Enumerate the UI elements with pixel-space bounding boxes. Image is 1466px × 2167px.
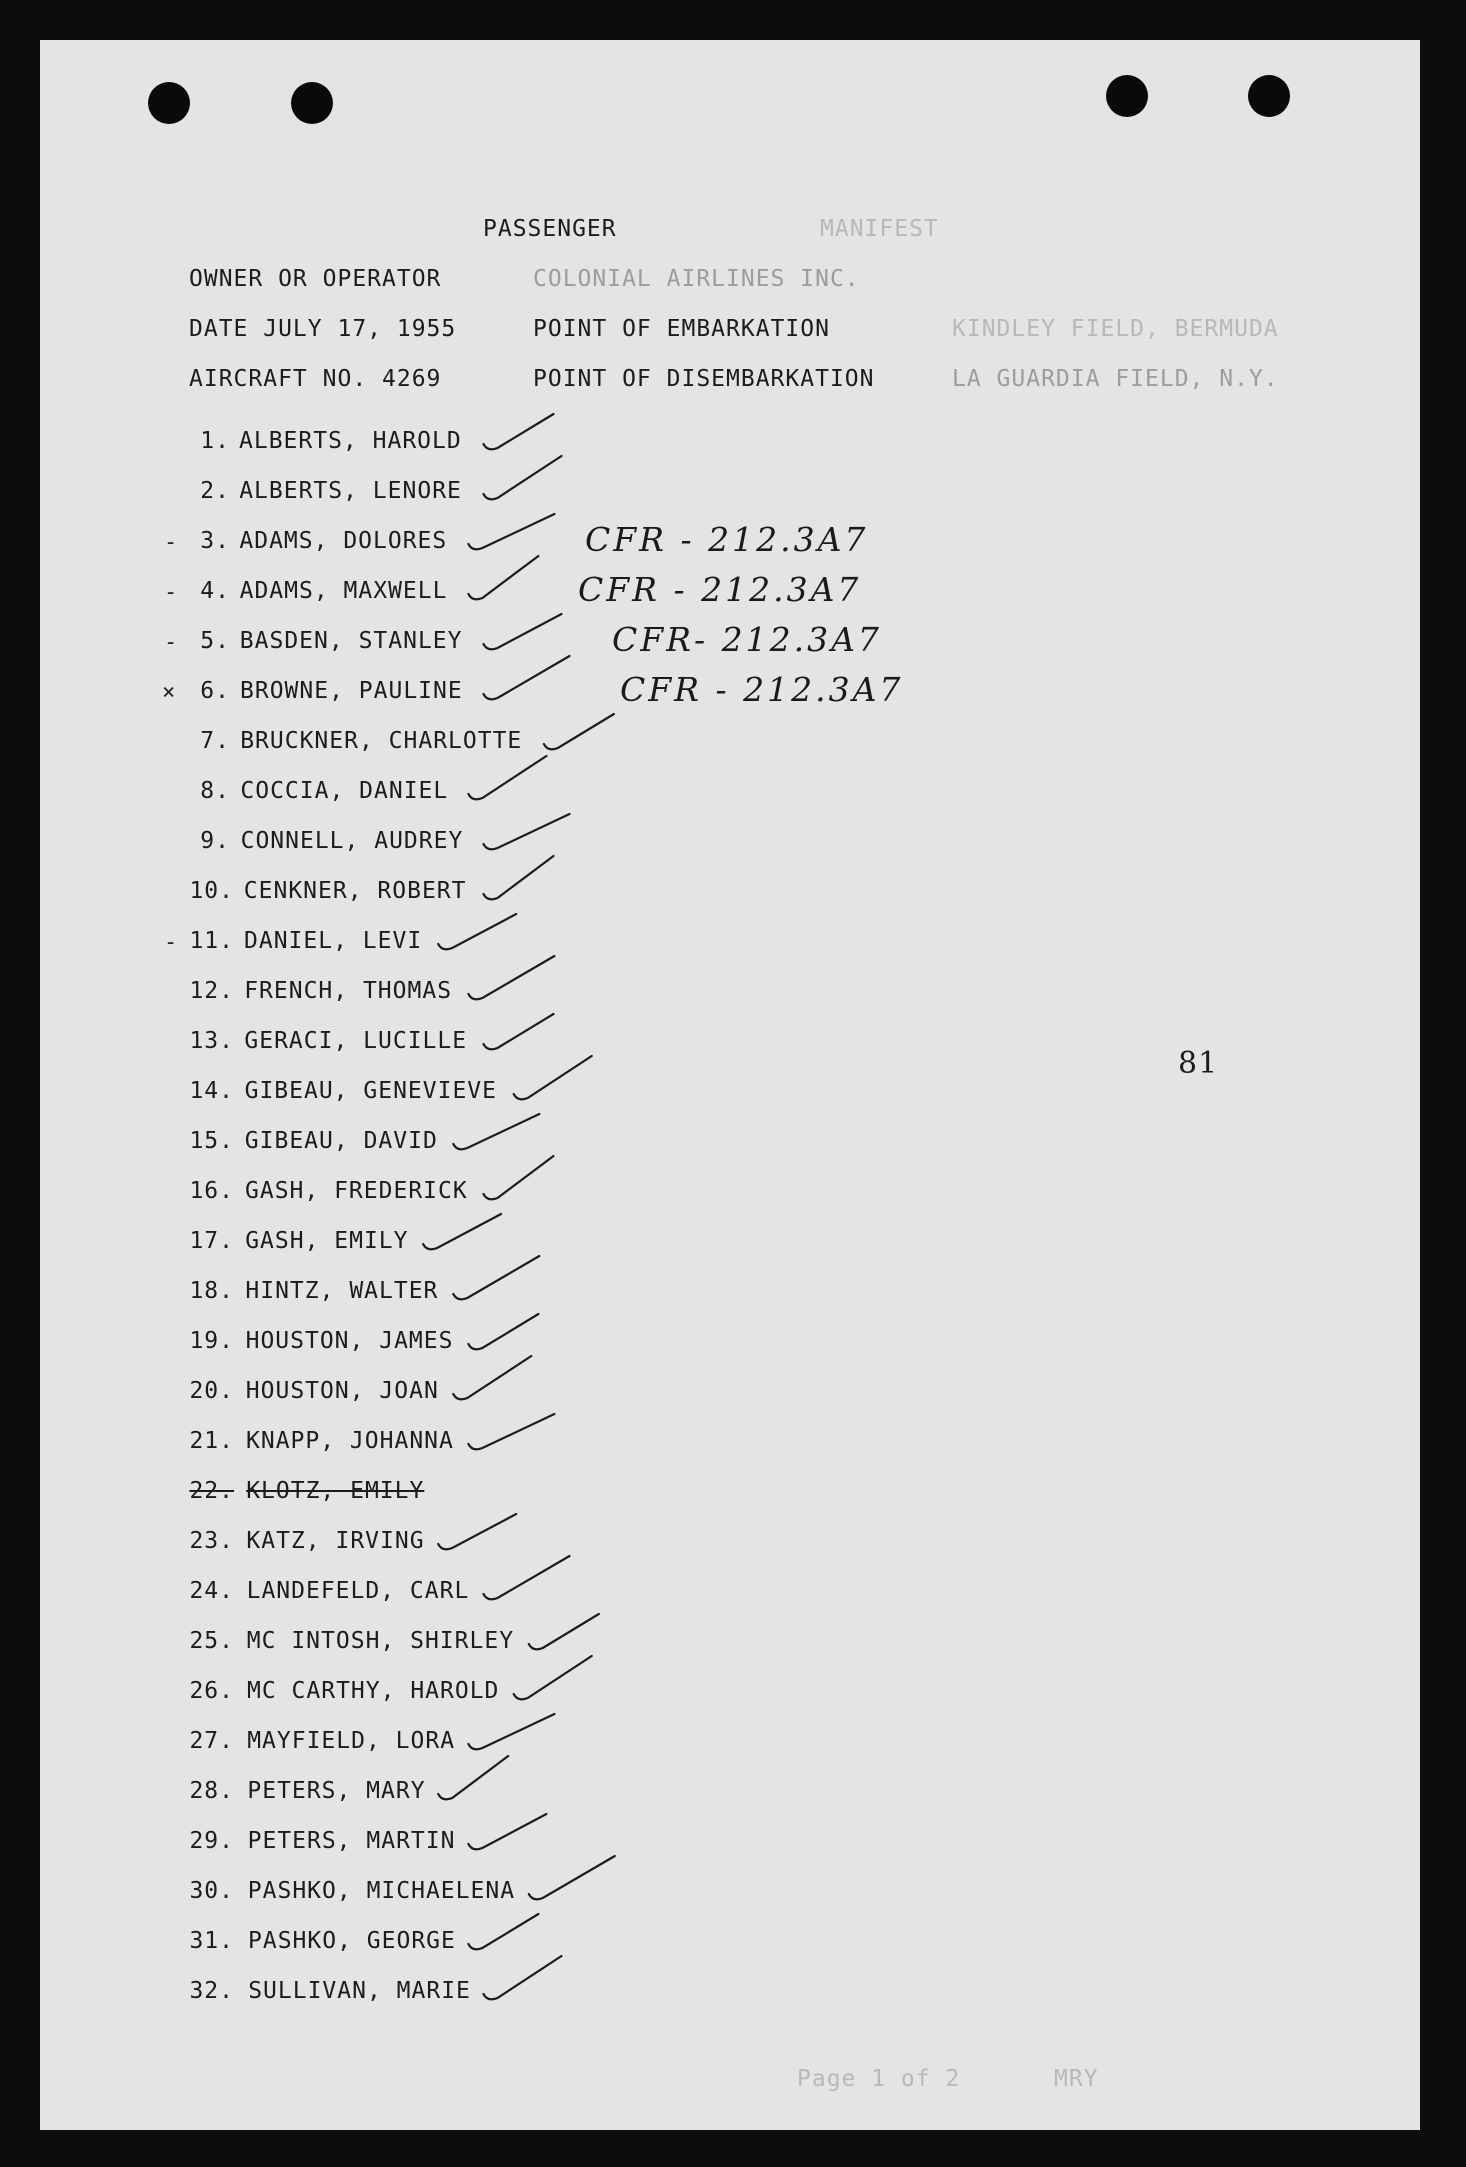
passenger-name: BRUCKNER, CHARLOTTE	[240, 728, 523, 754]
passenger-name: ALBERTS, LENORE	[239, 478, 462, 504]
passenger-number: 6.	[200, 678, 230, 704]
passenger-number: 4.	[200, 578, 230, 604]
handwritten-dash-mark: -	[164, 930, 178, 955]
passenger-number: 22.	[189, 1478, 234, 1504]
passenger-number: 28.	[189, 1778, 234, 1804]
passenger-name: BROWNE, PAULINE	[240, 678, 463, 704]
check-mark	[453, 1114, 539, 1149]
manifest-title-faded: MANIFEST	[820, 216, 939, 242]
check-mark	[484, 856, 554, 899]
passenger-name: FRENCH, THOMAS	[244, 978, 453, 1004]
passenger-number: 23.	[189, 1528, 234, 1554]
passenger-number: 31.	[189, 1928, 234, 1954]
handwritten-cfr-note: CFR - 212.3A7	[620, 670, 904, 709]
passenger-name: HOUSTON, JOAN	[245, 1378, 439, 1404]
passenger-number: 16.	[189, 1178, 234, 1204]
passenger-number: 21.	[189, 1428, 234, 1454]
passenger-name: MC INTOSH, SHIRLEY	[246, 1628, 515, 1654]
passenger-name: COCCIA, DANIEL	[240, 778, 449, 804]
check-mark	[438, 1756, 508, 1799]
passenger-number: 18.	[189, 1278, 234, 1304]
passenger-number: 1.	[200, 428, 230, 454]
disembarkation-label: POINT OF DISEMBARKATION	[533, 366, 875, 392]
check-mark	[468, 1814, 546, 1849]
check-mark	[438, 914, 516, 949]
passenger-name: KATZ, IRVING	[246, 1528, 425, 1554]
passenger-name: PASHKO, GEORGE	[248, 1928, 456, 1954]
check-mark	[468, 1414, 554, 1449]
date-label: DATE JULY 17, 1955	[189, 316, 457, 342]
check-mark	[484, 814, 570, 849]
passenger-number: 2.	[200, 478, 230, 504]
handwritten-x-mark: ×	[162, 680, 176, 705]
check-mark	[468, 1914, 538, 1949]
passenger-number: 17.	[189, 1228, 234, 1254]
handwritten-cfr-note: CFR - 212.3A7	[578, 570, 862, 609]
passenger-number: 12.	[189, 978, 234, 1004]
check-mark	[453, 1256, 539, 1299]
check-mark	[453, 1356, 531, 1399]
passenger-name: HOUSTON, JAMES	[245, 1328, 454, 1354]
passenger-name: MC CARTHY, HAROLD	[247, 1678, 500, 1704]
passenger-name: GASH, EMILY	[245, 1228, 409, 1254]
check-mark	[514, 1656, 592, 1699]
check-mark	[484, 414, 554, 449]
passenger-name: ADAMS, MAXWELL	[239, 578, 448, 604]
handwritten-dash-mark: -	[164, 530, 178, 555]
handwritten-dash-mark: -	[164, 630, 178, 655]
passenger-name: DANIEL, LEVI	[244, 928, 423, 954]
passenger-name: CONNELL, AUDREY	[240, 828, 464, 854]
embarkation-label: POINT OF EMBARKATION	[533, 316, 830, 342]
passenger-name: BASDEN, STANLEY	[239, 628, 463, 654]
passenger-number: 10.	[189, 878, 234, 904]
passenger-name: KNAPP, JOHANNA	[246, 1428, 454, 1454]
passenger-name: PETERS, MARTIN	[247, 1828, 456, 1854]
check-mark	[484, 1014, 554, 1049]
passenger-name: HINTZ, WALTER	[245, 1278, 439, 1304]
passenger-number: 13.	[189, 1028, 234, 1054]
passenger-name: GASH, FREDERICK	[245, 1178, 468, 1204]
handwritten-dash-mark: -	[164, 580, 178, 605]
passenger-name: PASHKO, MICHAELENA	[247, 1878, 516, 1904]
check-mark	[468, 1314, 538, 1349]
manifest-title: PASSENGER	[483, 216, 617, 242]
handwritten-cfr-note: CFR - 212.3A7	[585, 520, 869, 559]
check-mark	[484, 1556, 570, 1599]
check-mark	[468, 956, 554, 999]
check-mark	[484, 456, 562, 499]
passenger-name: GIBEAU, GENEVIEVE	[244, 1078, 497, 1104]
passenger-number: 8.	[200, 778, 230, 804]
passenger-number: 26.	[189, 1678, 234, 1704]
passenger-number: 32.	[189, 1978, 234, 2004]
check-mark	[468, 756, 546, 799]
aircraft-label: AIRCRAFT NO. 4269	[189, 366, 442, 392]
check-mark	[484, 614, 562, 649]
passenger-name: ADAMS, DOLORES	[239, 528, 448, 554]
embarkation-value: KINDLEY FIELD, BERMUDA	[952, 316, 1279, 342]
check-mark	[438, 1514, 516, 1549]
passenger-name: CENKNER, ROBERT	[243, 878, 467, 904]
passenger-number: 30.	[189, 1878, 234, 1904]
passenger-number: 5.	[200, 628, 230, 654]
check-mark	[529, 1856, 615, 1899]
passenger-number: 14.	[189, 1078, 234, 1104]
passenger-number: 7.	[200, 728, 230, 754]
check-mark	[468, 556, 538, 599]
check-mark	[423, 1214, 501, 1249]
side-page-number: 81	[1178, 1046, 1219, 1081]
disembarkation-value: LA GUARDIA FIELD, N.Y.	[952, 366, 1279, 392]
passenger-number: 25.	[189, 1628, 234, 1654]
passenger-number: 9.	[200, 828, 230, 854]
owner-value: COLONIAL AIRLINES INC.	[533, 266, 860, 292]
owner-label: OWNER OR OPERATOR	[189, 266, 442, 292]
passenger-number: 24.	[189, 1578, 234, 1604]
check-mark	[484, 1956, 562, 1999]
check-mark	[484, 1156, 554, 1199]
passenger-name: MAYFIELD, LORA	[247, 1728, 456, 1754]
passenger-name: PETERS, MARY	[247, 1778, 426, 1804]
passenger-name: GIBEAU, DAVID	[244, 1128, 438, 1154]
check-mark	[468, 1714, 554, 1749]
passenger-name: KLOTZ, EMILY	[246, 1478, 425, 1504]
passenger-name: GERACI, LUCILLE	[244, 1028, 468, 1054]
passenger-name: SULLIVAN, MARIE	[248, 1978, 471, 2004]
passenger-number: 19.	[189, 1328, 234, 1354]
check-mark	[544, 714, 614, 749]
passenger-number: 20.	[189, 1378, 234, 1404]
page-footer: Page 1 of 2	[797, 2066, 961, 2092]
passenger-number: 29.	[189, 1828, 234, 1854]
passenger-name: LANDEFELD, CARL	[246, 1578, 470, 1604]
passenger-number: 11.	[189, 928, 234, 954]
passenger-number: 15.	[189, 1128, 234, 1154]
check-mark	[484, 656, 570, 699]
check-mark	[514, 1056, 592, 1099]
passenger-number: 27.	[189, 1728, 234, 1754]
passenger-number: 3.	[200, 528, 230, 554]
passenger-name: ALBERTS, HAROLD	[239, 428, 462, 454]
handwritten-cfr-note: CFR- 212.3A7	[612, 620, 882, 659]
footer-initials: MRY	[1054, 2066, 1099, 2092]
check-mark	[468, 514, 554, 549]
check-mark	[529, 1614, 599, 1649]
